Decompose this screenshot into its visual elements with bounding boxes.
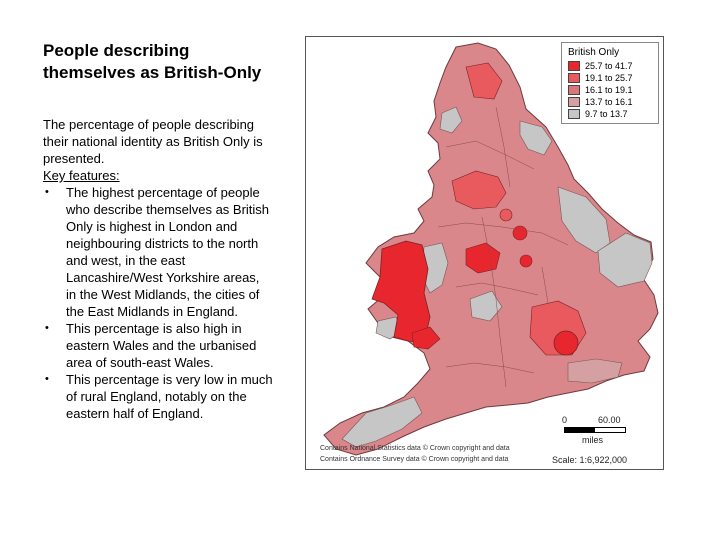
slide-title: People describing themselves as British-Only	[43, 41, 262, 82]
legend-item	[568, 97, 633, 107]
scale-bar	[564, 427, 626, 433]
region-sheffield	[500, 209, 512, 221]
scale-ratio: Scale: 1:6,922,000	[552, 455, 628, 465]
legend-swatch	[568, 97, 580, 107]
legend-item	[568, 109, 628, 119]
region-leicester	[520, 255, 532, 267]
legend-label: 25.7 to 41.7	[585, 61, 633, 71]
legend-swatch	[568, 109, 580, 119]
legend-label: 19.1 to 25.7	[585, 73, 633, 83]
legend-title: British Only	[568, 47, 620, 58]
scale-zero: 0	[562, 415, 568, 425]
legend-label: 9.7 to 13.7	[585, 109, 628, 119]
scale-unit: miles	[582, 435, 604, 445]
map-legend	[561, 42, 659, 124]
region-london	[554, 331, 578, 355]
legend-label: 13.7 to 16.1	[585, 97, 633, 107]
legend-swatch	[568, 73, 580, 83]
feature-item-1: • The highest percentage of people who describe themselves as British Only is highest in London and neighbouring districts to the north and west, in the east Lancashire/West Yorkshire areas, in the West Midlands, the cities of the East Midlands in England.	[43, 184, 273, 320]
legend-swatch	[568, 61, 580, 71]
legend-item	[568, 73, 633, 83]
region-kent-sussex	[568, 359, 622, 383]
legend-item	[568, 61, 633, 71]
region-nottingham	[513, 226, 527, 240]
feature-item-3: • This percentage is very low in much of rural England, notably on the eastern half of England.	[43, 371, 273, 422]
intro-text: The percentage of people describing their national identity as British Only is presented.	[43, 117, 263, 166]
credit-ordnance-survey: Contains Ordnance Survey data © Crown copyright and data	[320, 456, 509, 463]
feature-item-2: • This percentage is also high in eastern Wales and the urbanised area of south-east Wales.	[43, 320, 273, 371]
feature-list	[43, 184, 273, 422]
key-features-label: Key features:	[43, 168, 120, 183]
slide-body	[43, 116, 273, 422]
legend-label: 16.1 to 19.1	[585, 85, 633, 95]
legend-item	[568, 85, 633, 95]
credit-statistics: Contains National Statistics data © Crown copyright and data	[320, 445, 510, 452]
legend-swatch	[568, 85, 580, 95]
choropleth-map	[305, 36, 664, 470]
scale-distance: 60.00	[598, 415, 621, 425]
